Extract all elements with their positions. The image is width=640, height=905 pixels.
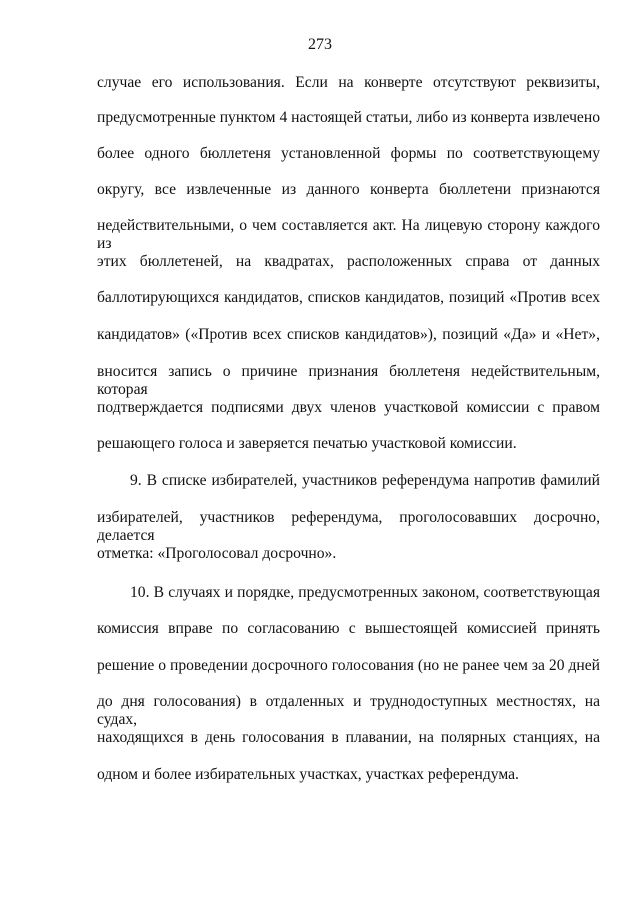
text-line: находящихся в день голосования в плавании, на полярных станциях, на xyxy=(97,729,600,746)
text-line: одном и более избирательных участках, участках референдума. xyxy=(97,766,519,783)
text-line: избирателей, участников референдума, проголосовавших досрочно, делается xyxy=(97,509,600,544)
text-line: кандидатов» («Против всех списков кандидатов»), позиций «Да» и «Нет», xyxy=(97,326,600,343)
text-line: подтверждается подписями двух членов участковой комиссии с правом xyxy=(97,399,600,416)
text-line: вносится запись о причине признания бюллетеня недействительным, которая xyxy=(97,363,600,398)
text-line: решающего голоса и заверяется печатью участковой комиссии. xyxy=(97,435,517,452)
text-line: 9. В списке избирателей, участников референдума напротив фамилий xyxy=(130,472,600,489)
text-line: до дня голосования) в отдаленных и труднодоступных местностях, на судах, xyxy=(97,693,600,728)
text-line: комиссия вправе по согласованию с вышестоящей комиссией принять xyxy=(97,620,600,637)
text-line: недействительными, о чем составляется акт. На лицевую сторону каждого из xyxy=(97,217,600,252)
text-line: баллотирующихся кандидатов, списков кандидатов, позиций «Против всех xyxy=(97,289,600,306)
text-line: случае его использования. Если на конверте отсутствуют реквизиты, xyxy=(97,74,600,91)
text-line: 10. В случаях и порядке, предусмотренных законом, соответствующая xyxy=(130,584,600,601)
text-line: отметка: «Проголосовал досрочно». xyxy=(97,545,337,562)
text-line: округу, все извлеченные из данного конверта бюллетени признаются xyxy=(97,181,600,198)
text-line: предусмотренные пунктом 4 настоящей статьи, либо из конверта извлечено xyxy=(97,109,600,126)
text-line: решение о проведении досрочного голосования (но не ранее чем за 20 дней xyxy=(97,657,600,674)
text-line: этих бюллетеней, на квадратах, расположенных справа от данных xyxy=(97,253,600,270)
text-line: более одного бюллетеня установленной формы по соответствующему xyxy=(97,145,600,162)
page-number: 273 xyxy=(308,36,332,53)
